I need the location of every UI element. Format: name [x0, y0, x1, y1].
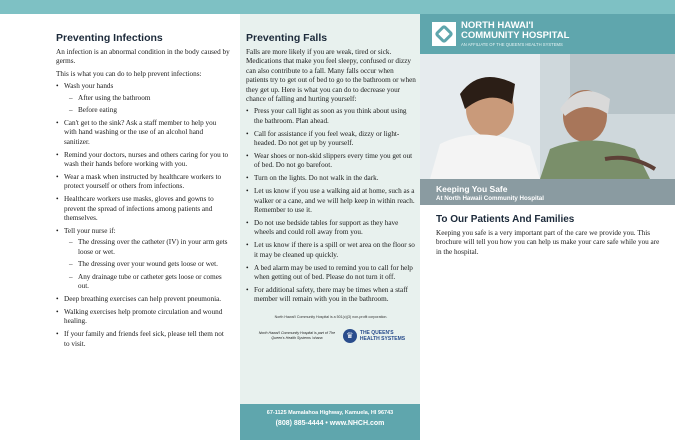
falls-intro: Falls are more likely if you are weak, tired or sick. Medications that make you feel sleepy, confused or dizzy can also contribute to a fall. Many falls occur when patients try to get out of bed to go to the bathroom or when they get up. Here is what you can do to decrease your chance of falling and hurting yourself:: [246, 48, 416, 104]
falls-list: [246, 107, 416, 304]
sub-item: – After using the bathroom: [64, 94, 230, 103]
top-accent-bar: [0, 0, 675, 14]
falls-heading: Preventing Falls: [246, 32, 328, 44]
keeping-safe-subtitle: At North Hawaii Community Hospital: [436, 195, 544, 202]
wash-hands-text: Wash your hands: [64, 82, 114, 91]
list-item: • Wear a mask when instructed by healthcare workers to protect yourself or others from infections.: [56, 173, 230, 192]
contact-text: (808) 885-4444 • www.NHCH.com: [275, 420, 385, 427]
sub-item: – The dressing over the catheter (IV) in your arm gets loose or wet.: [64, 238, 230, 257]
list-item: • Let us know if you use a walking aid at home, such as a walker or a cane, and we will help keep in within reach. Remember to use it.: [246, 187, 416, 215]
qhs-name-line1: THE QUEEN'S: [359, 329, 394, 336]
list-item: • Turn on the lights. Do not walk in the dark.: [246, 174, 416, 183]
list-item: • Wear shoes or non-skid slippers every time you get out of bed. Do not go barefoot.: [246, 152, 416, 171]
sub-item: – The dressing over your wound gets loose or wet.: [64, 260, 230, 269]
address-text: 67-1125 Mamalahoa Highway, Kamuela, HI 96743: [266, 410, 394, 416]
crown-icon: ♛: [343, 329, 357, 343]
qhs-name-line2: HEALTH SYSTEMS: [359, 335, 406, 342]
patients-section: [436, 214, 661, 260]
nonprofit-note: North Hawai'i Community Hospital is a 501(c)(3) non-profit corporation.: [274, 314, 388, 319]
sub-item: – Before eating: [64, 106, 230, 115]
list-item: • Press your call light as soon as you think about using the bathroom. Plan ahead.: [246, 107, 416, 126]
keeping-safe-title: Keeping You Safe: [436, 184, 508, 194]
list-item: • For additional safety, there may be times when a staff member will remain with you in the bathroom.: [246, 286, 416, 305]
sub-item: – Any drainage tube or catheter gets loose or comes out.: [64, 273, 230, 292]
infections-intro: An infection is an abnormal condition in the body caused by germs.: [56, 48, 230, 66]
keeping-safe-band: [420, 179, 675, 205]
panel-preventing-falls: [240, 14, 420, 440]
affiliation-row: [246, 329, 416, 343]
infections-lead: This is what you can do to help prevent infections:: [56, 69, 202, 78]
infections-list: [56, 82, 230, 349]
hospital-brand-band: [420, 14, 675, 54]
list-item: • Let us know if there is a spill or wet area on the floor so it may be cleaned up quickly.: [246, 241, 416, 260]
list-item: [56, 82, 230, 115]
list-item: • Call for assistance if you feel weak, dizzy or light-headed. Do not get up by yourself.: [246, 130, 416, 149]
list-item: • Healthcare workers use masks, gloves and gowns to prevent the spread of infections among patients and themselves.: [56, 195, 230, 223]
quilt-logo-icon: [432, 22, 456, 46]
panel-preventing-infections: [0, 14, 240, 440]
list-item: • Deep breathing exercises can help prevent pneumonia.: [56, 295, 230, 304]
nurse-text: Tell your nurse if:: [64, 227, 116, 235]
hospital-name-line2: COMMUNITY HOSPITAL: [461, 30, 570, 41]
list-item: • Can't get to the sink? Ask a staff member to help you with hand washing or the use of an alcohol hand sanitizer.: [56, 119, 230, 147]
queens-health-logo: [343, 329, 405, 343]
panel-cover: [420, 14, 675, 440]
list-item: • Do not use bedside tables for support as they have wheels and could roll away from you.: [246, 219, 416, 238]
list-item: • If your family and friends feel sick, please tell them not to visit.: [56, 330, 230, 349]
list-item: • Walking exercises help promote circulation and wound healing.: [56, 308, 230, 327]
patients-body: Keeping you safe is a very important part of the care we provide you. This brochure will tell you how you can help us make your care safe while you are in the hospital.: [436, 229, 660, 256]
photo-illustration: [420, 54, 675, 179]
list-item: • Remind your doctors, nurses and others caring for you to wash their hands before working with you.: [56, 151, 230, 170]
nurse-patient-photo: [420, 54, 675, 179]
hospital-name-line1: NORTH HAWAI'I: [461, 20, 534, 31]
affiliation-text: North Hawai'i Community Hospital is part of The Queen's Health Systems 'ohana: [258, 330, 336, 340]
list-item: [56, 227, 230, 291]
affiliate-line: AN AFFILIATE OF THE QUEEN'S HEALTH SYSTEMS: [461, 42, 563, 47]
infections-heading: Preventing Infections: [56, 32, 163, 44]
address-band: [240, 404, 420, 440]
patients-heading: To Our Patients And Families: [436, 214, 575, 225]
list-item: • A bed alarm may be used to remind you to call for help when getting out of bed. Please do not turn it off.: [246, 264, 416, 283]
